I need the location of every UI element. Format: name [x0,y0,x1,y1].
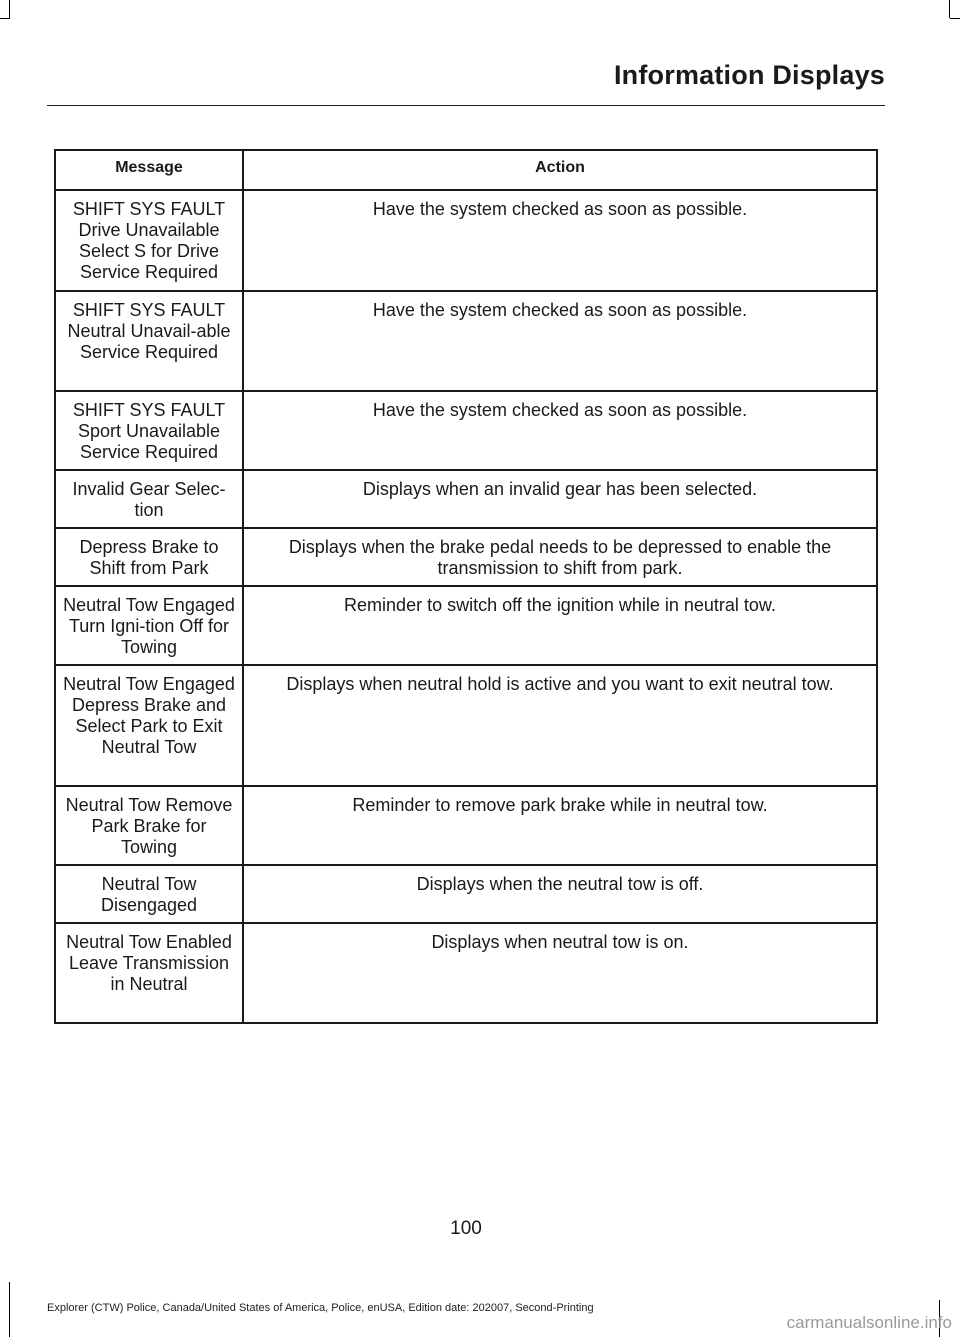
action-cell: Have the system checked as soon as possible. [243,391,877,470]
crop-mark-top-left-h [0,18,10,19]
message-cell: SHIFT SYS FAULT Drive Unavailable Select S for Drive Service Required [55,190,243,291]
message-table [54,149,878,1024]
message-cell: Neutral Tow Engaged Turn Igni-tion Off for Towing [55,586,243,665]
action-cell: Have the system checked as soon as possible. [243,291,877,391]
header-message: Message [55,150,243,190]
page-title: Information Displays [613,60,885,90]
action-cell: Have the system checked as soon as possible. [243,190,877,291]
action-cell: Displays when the brake pedal needs to be depressed to enable the transmission to shift from park. [243,528,877,586]
action-cell: Reminder to remove park brake while in neutral tow. [243,786,877,865]
table-row [55,391,877,470]
message-cell: Neutral Tow Engaged Depress Brake and Select Park to Exit Neutral Tow [55,665,243,786]
table-row [55,291,877,391]
action-cell: Reminder to switch off the ignition while in neutral tow. [243,586,877,665]
table-row [55,786,877,865]
message-cell: Neutral Tow Enabled Leave Transmission in Neutral [55,923,243,1023]
table-row [55,528,877,586]
action-cell: Displays when neutral hold is active and you want to exit neutral tow. [243,665,877,786]
edition-footer: Explorer (CTW) Police, Canada/United States of America, Police, enUSA, Edition date: 202007, Second-Printing [47,1302,594,1314]
table-row [55,190,877,291]
header-action: Action [243,150,877,190]
table-row [55,665,877,786]
table-header-row [55,150,877,190]
message-cell: Neutral Tow Disengaged [55,865,243,923]
action-cell: Displays when an invalid gear has been selected. [243,470,877,528]
message-cell: Neutral Tow Remove Park Brake for Towing [55,786,243,865]
message-cell: SHIFT SYS FAULT Sport Unavailable Service Required [55,391,243,470]
watermark: carmanualsonline.info [786,1313,952,1332]
action-cell: Displays when neutral tow is on. [243,923,877,1023]
table-row [55,470,877,528]
crop-mark-top-left [9,0,10,18]
table-row [55,865,877,923]
crop-mark-top-right [949,0,950,18]
message-cell: Invalid Gear Selec-tion [55,470,243,528]
crop-mark-bottom-left [9,1282,10,1337]
action-cell: Displays when the neutral tow is off. [243,865,877,923]
title-rule [47,105,885,106]
table-row [55,586,877,665]
crop-mark-top-right-h [950,18,960,19]
table-row [55,923,877,1023]
page-number: 100 [450,1218,482,1239]
message-cell: Depress Brake to Shift from Park [55,528,243,586]
message-cell: SHIFT SYS FAULT Neutral Unavail-able Service Required [55,291,243,391]
